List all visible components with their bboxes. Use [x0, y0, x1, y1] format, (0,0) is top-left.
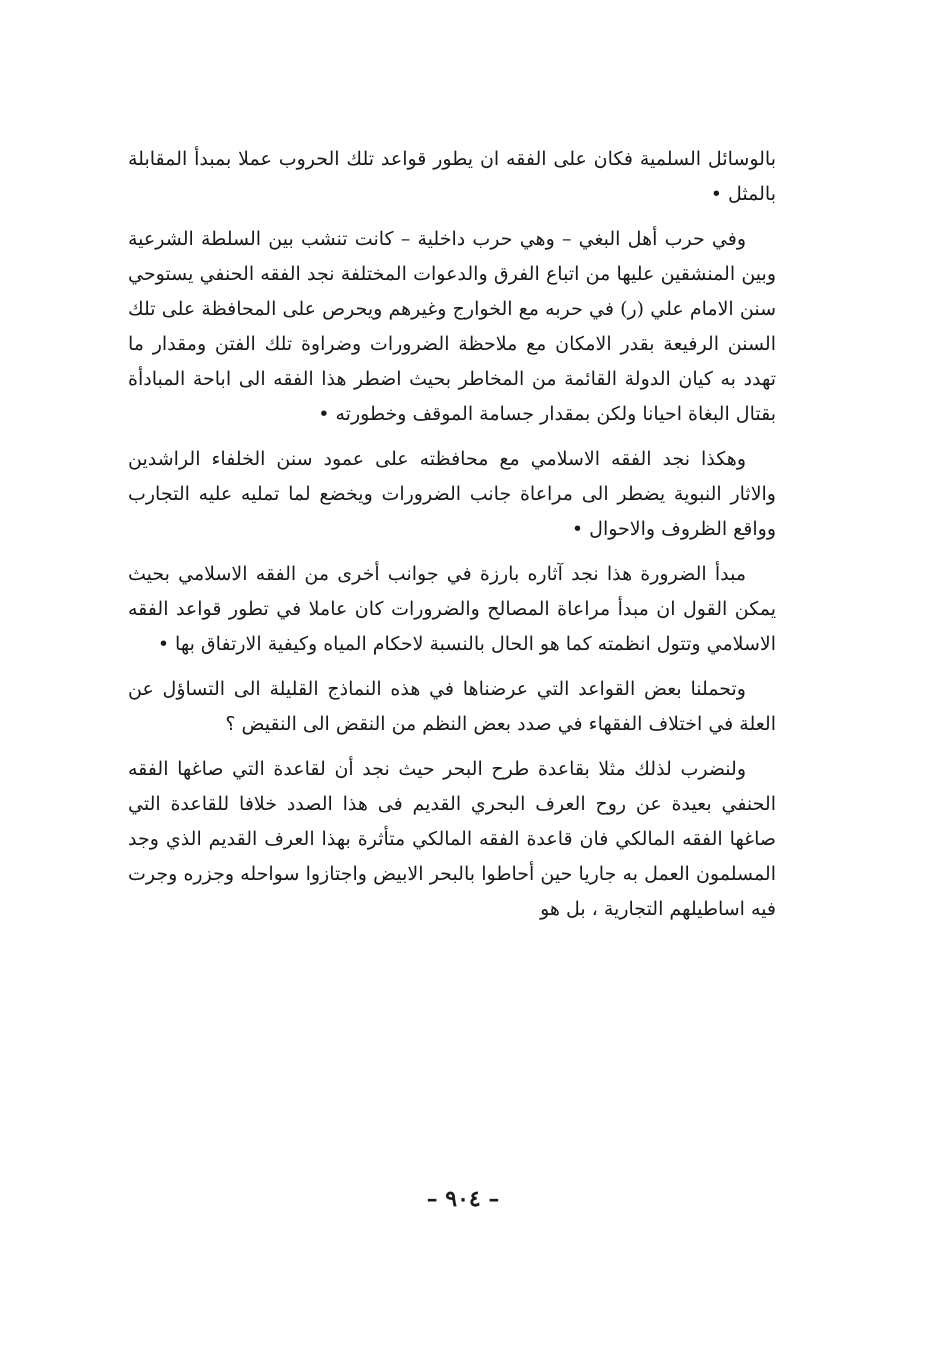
paragraph-continuation: بالوسائل السلمية فكان على الفقه ان يطور قواعد تلك الحروب عملا بمبدأ المقابلة بالمثل • — [128, 148, 776, 205]
page-number: – ٩٠٤ – — [426, 1186, 500, 1212]
paragraph-jettison-rule: ولنضرب لذلك مثلا بقاعدة طرح البحر حيث نجد أن لقاعدة التي صاغها الفقه الحنفي بعيدة عن روح العرف البحري القديم فى هذا الصدد خلافا للقاعدة التي صاغها الفقه المالكي فان قاعدة الفقه المالكي متأثرة بهذا العرف القديم الذي وجد المسلمون العمل به جاريا حين أحاطوا بالبحر الابيض واجتازوا سواحله وجزره وجرت فيه اساطيلهم التجارية ، بل هو — [128, 758, 776, 920]
body-text — [128, 142, 776, 937]
paragraph-necessity-principle: مبدأ الضرورة هذا نجد آثاره بارزة في جوانب أخرى من الفقه الاسلامي بحيث يمكن القول ان مبدأ مراعاة المصالح والضرورات كان عاملا في تطور قواعد الفقه الاسلامي وتتول انظمته كما هو الحال بالنسبة لاحكام المياه وكيفية الارتفاق بها • — [128, 563, 776, 655]
paragraph-rebellion-war: وفي حرب أهل البغي – وهي حرب داخلية – كانت تنشب بين السلطة الشرعية وبين المنشقين عليها من اتباع الفرق والدعوات المختلفة نجد الفقه الحنفي يستوحي سنن الامام علي (ر) في حربه مع الخوارج وغيرهم ويحرص على المحافظة على تلك السنن الرفيعة بقدر الامكان مع ملاحظة الضرورات وضراوة تلك الفتن ومقدار ما تهدد به كيان الدولة القائمة من المخاطر بحيث اضطر هذا الفقه الى اباحة المبادأة بقتال البغاة احيانا ولكن بمقدار جسامة الموقف وخطورته • — [128, 228, 776, 425]
paragraph-necessity-submission: وهكذا نجد الفقه الاسلامي مع محافظته على عمود سنن الخلفاء الراشدين والاثار النبوية يضطر الى مراعاة جانب الضرورات ويخضع لما تمليه عليه التجارب وواقع الظروف والاحوال • — [128, 448, 776, 540]
paragraph-jurist-disagreement: وتحملنا بعض القواعد التي عرضناها في هذه النماذج القليلة الى التساؤل عن العلة في اختلاف الفقهاء في صدد بعض النظم من النقض الى النقيض ؟ — [128, 678, 776, 735]
